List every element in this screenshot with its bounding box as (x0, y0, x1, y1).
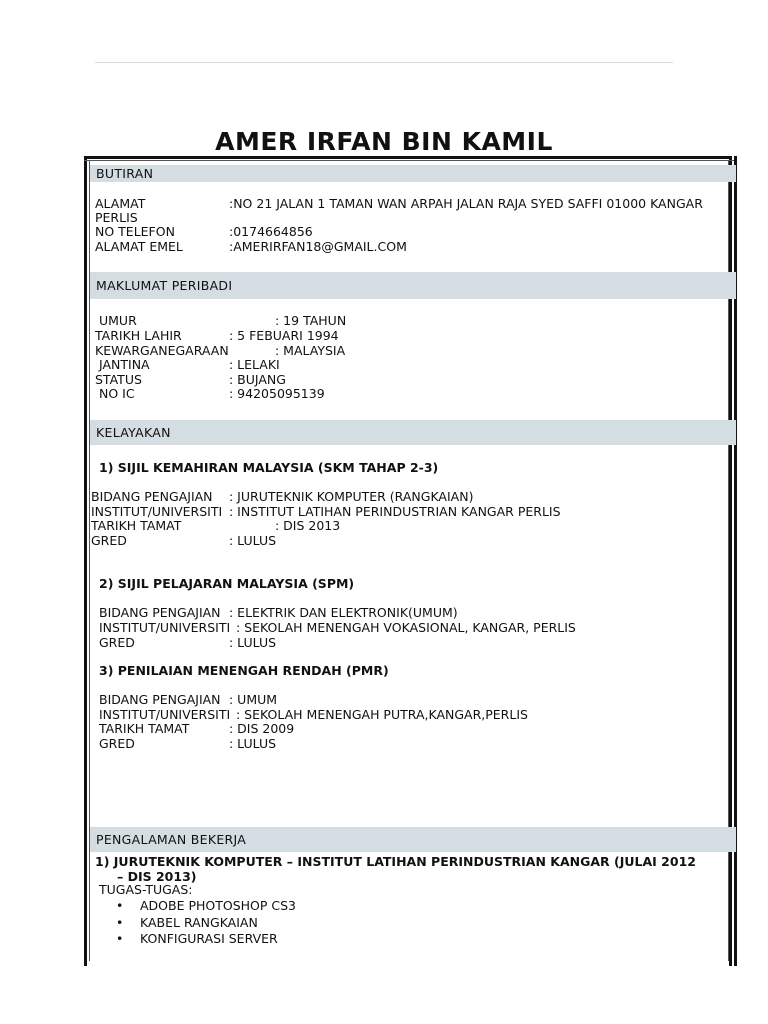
jantina-value: : LELAKI (229, 357, 280, 372)
jantina-label: JANTINA (99, 357, 150, 372)
ic-value: : 94205095139 (229, 386, 325, 401)
q1-gred-value: : LULUS (229, 533, 277, 548)
q2-inst-value: : SEKOLAH MENENGAH VOKASIONAL, KANGAR, PERLIS (236, 620, 576, 635)
q1-gred-label: GRED (91, 533, 127, 548)
job-1-title: 1) JURUTEKNIK KOMPUTER – INSTITUT LATIHAN PERINDUSTRIAN KANGAR (JULAI 2012 (95, 854, 696, 869)
q1-bidang-label: BIDANG PENGAJIAN (91, 489, 213, 504)
q2-bidang-label: BIDANG PENGAJIAN (99, 605, 221, 620)
section-title: KELAYAKAN (96, 425, 171, 440)
q3-gred-value: : LULUS (229, 736, 277, 751)
q3-inst-value: : SEKOLAH MENENGAH PUTRA,KANGAR,PERLIS (236, 707, 528, 722)
telefon-label: NO TELEFON (95, 224, 175, 239)
umur-value: : 19 TAHUN (275, 313, 347, 328)
emel-value: :AMERIRFAN18@GMAIL.COM (229, 239, 407, 254)
q3-gred-label: GRED (99, 736, 135, 751)
q2-gred-value: : LULUS (229, 635, 277, 650)
alamat-label: ALAMAT (95, 196, 146, 211)
section-header-peribadi (90, 272, 736, 299)
q3-tamat-value: : DIS 2009 (229, 721, 295, 736)
emel-label: ALAMAT EMEL (95, 239, 183, 254)
lahir-label: TARIKH LAHIR (95, 328, 182, 343)
q2-gred-label: GRED (99, 635, 135, 650)
lahir-value: : 5 FEBUARI 1994 (229, 328, 339, 343)
ic-label: NO IC (99, 386, 135, 401)
section-header-kelayakan (90, 420, 736, 445)
qualification-1-title: 1) SIJIL KEMAHIRAN MALAYSIA (SKM TAHAP 2-3) (99, 460, 439, 475)
section-title: MAKLUMAT PERIBADI (96, 278, 233, 293)
resume-name: AMER IRFAN BIN KAMIL (215, 127, 553, 156)
q3-bidang-label: BIDANG PENGAJIAN (99, 692, 221, 707)
job-1-title-cont: – DIS 2013) (117, 869, 197, 884)
q1-bidang-value: : JURUTEKNIK KOMPUTER (RANGKAIAN) (229, 489, 474, 504)
section-header-pengalaman (90, 827, 736, 852)
qualification-2-title: 2) SIJIL PELAJARAN MALAYSIA (SPM) (99, 576, 355, 591)
q2-bidang-value: : ELEKTRIK DAN ELEKTRONIK(UMUM) (229, 605, 458, 620)
tugas-item: • KABEL RANGKAIAN (140, 915, 258, 930)
q3-tamat-label: TARIKH TAMAT (99, 721, 190, 736)
q1-inst-label: INSTITUT/UNIVERSITI (91, 504, 223, 519)
warga-value: : MALAYSIA (275, 343, 346, 358)
q3-inst-label: INSTITUT/UNIVERSITI (99, 707, 231, 722)
umur-label: UMUR (99, 313, 137, 328)
q1-tamat-label: TARIKH TAMAT (91, 518, 182, 533)
q2-inst-label: INSTITUT/UNIVERSITI (99, 620, 231, 635)
q1-tamat-value: : DIS 2013 (275, 518, 341, 533)
q3-bidang-value: : UMUM (229, 692, 278, 707)
tugas-item: • KONFIGURASI SERVER (140, 931, 278, 946)
section-header-butiran (90, 165, 736, 182)
frame-inner-top (84, 160, 737, 161)
top-divider (95, 62, 673, 63)
status-label: STATUS (95, 372, 142, 387)
section-title: BUTIRAN (96, 166, 154, 181)
warga-label: KEWARGANEGARAAN (95, 343, 229, 358)
section-title: PENGALAMAN BEKERJA (96, 832, 247, 847)
alamat-value: :NO 21 JALAN 1 TAMAN WAN ARPAH JALAN RAJA SYED SAFFI 01000 KANGAR (229, 196, 703, 211)
status-value: : BUJANG (229, 372, 286, 387)
alamat-value-cont: PERLIS (95, 210, 138, 225)
q1-inst-value: : INSTITUT LATIHAN PERINDUSTRIAN KANGAR PERLIS (229, 504, 561, 519)
tugas-item: • ADOBE PHOTOSHOP CS3 (140, 898, 296, 913)
telefon-value: :0174664856 (229, 224, 313, 239)
qualification-3-title: 3) PENILAIAN MENENGAH RENDAH (PMR) (99, 663, 389, 678)
tugas-label: TUGAS-TUGAS: (99, 882, 193, 897)
